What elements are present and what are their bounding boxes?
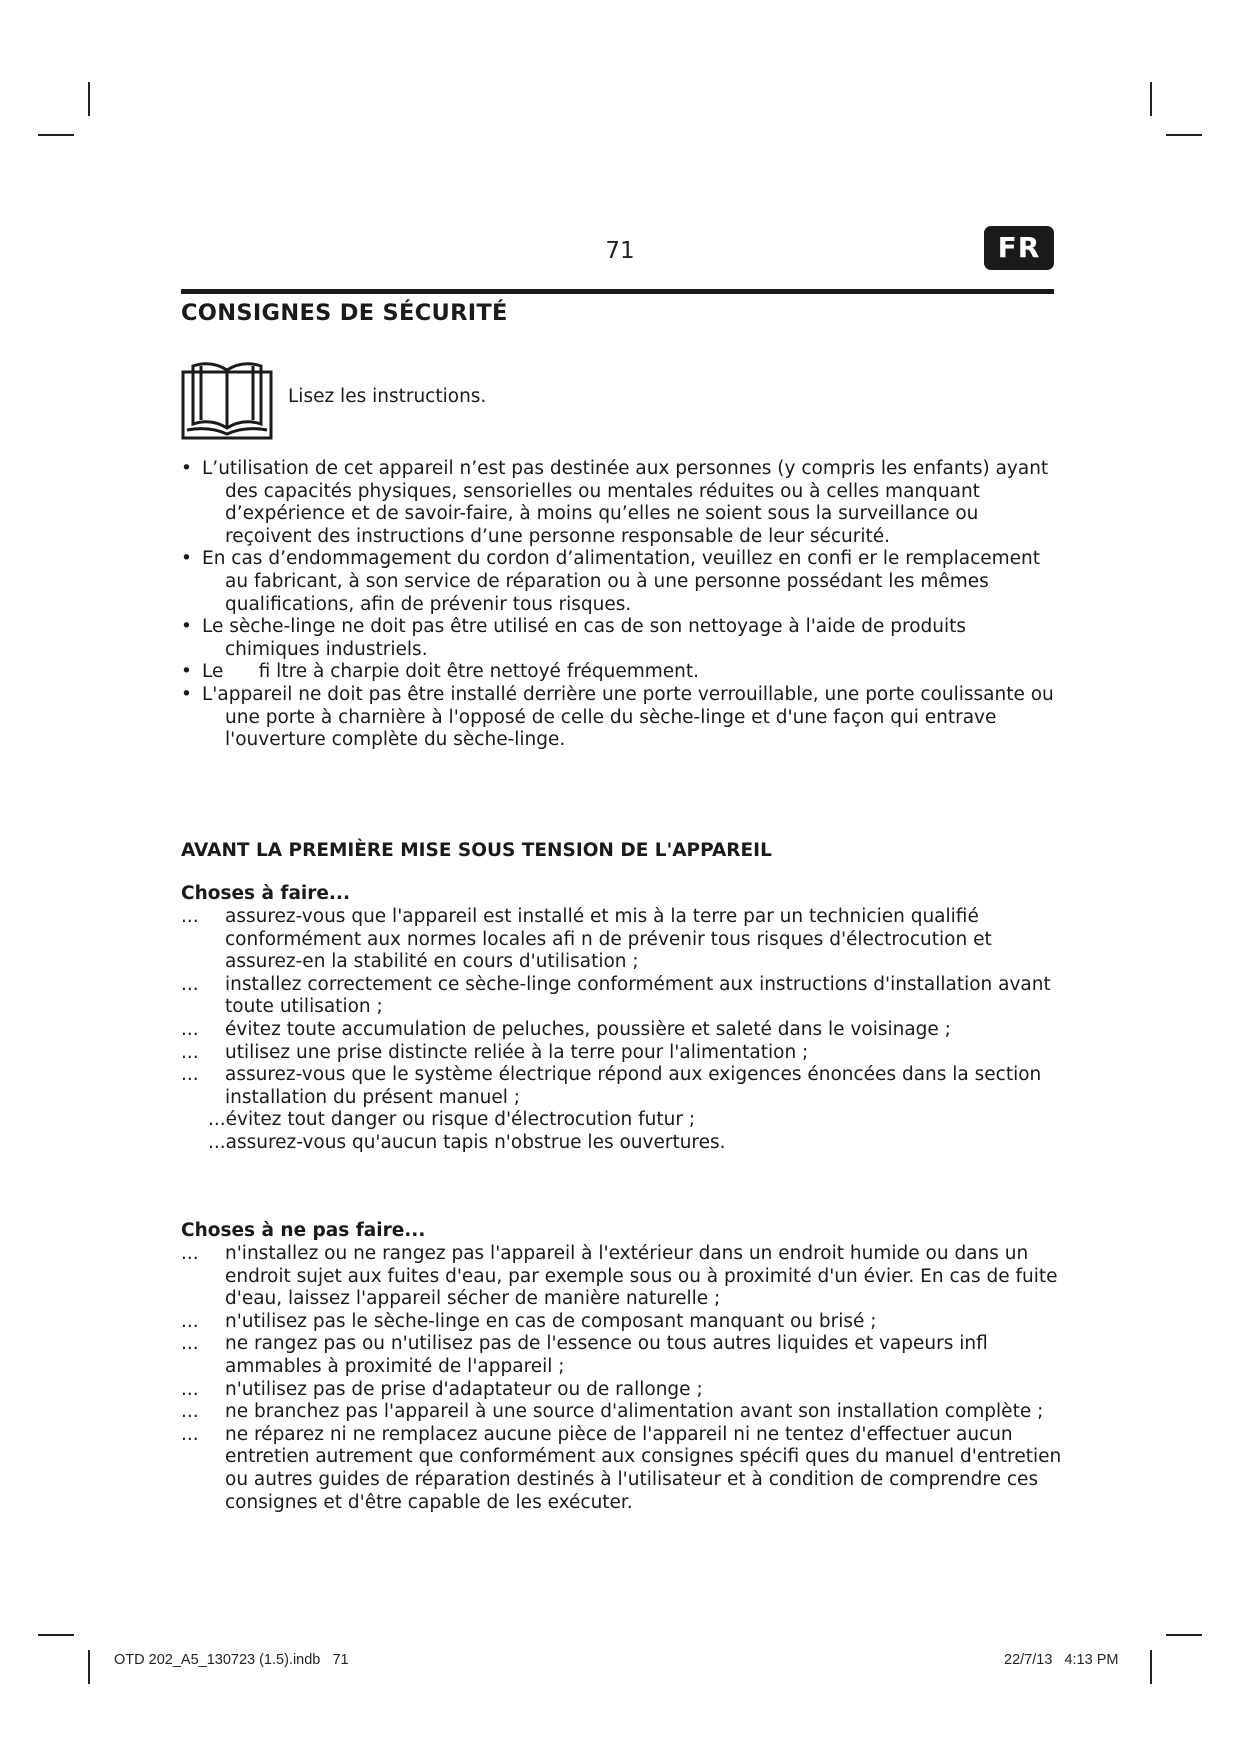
list-item: • Le sèche-linge ne doit pas être utilisé en cas de son nettoyage à l'aide de produits chimiques industriels.: [181, 616, 1061, 661]
list-item: [181, 974, 1071, 1019]
dots-marker: ...: [181, 1423, 199, 1445]
list-item-text: n'utilisez pas de prise d'adaptateur ou de rallonge ;: [225, 1378, 703, 1400]
list-item: • L’utilisation de cet appareil n’est pas destinée aux personnes (y compris les enfants) ayant des capacités physiques, sensorielles ou mentales réduites ou à celles manquant d’expérience et de savoir-faire, à moins qu’elles ne soient sous la surveillance ou reçoivent des instructions d’une personne responsable de leur sécurité.: [181, 458, 1061, 548]
safety-bullet-list: [181, 458, 1061, 752]
crop-mark: [38, 1634, 74, 1636]
footer-timestamp: 22/7/13 4:13 PM: [1004, 1652, 1119, 1668]
list-item-text: ne branchez pas l'appareil à une source d'alimentation avant son installation complète ;: [225, 1401, 1044, 1423]
page-number: 71: [605, 238, 635, 264]
dots-marker: ...: [181, 1401, 199, 1423]
language-badge: FR: [984, 226, 1054, 270]
list-item-text: ne rangez pas ou n'utilisez pas de l'essence ou tous autres liquides et vapeurs infl ammables à proximité de l'appareil ;: [225, 1333, 988, 1377]
list-item: [181, 1064, 1071, 1109]
dots-marker: ...: [181, 1333, 199, 1355]
list-item: [181, 906, 1071, 974]
read-instructions-text: Lisez les instructions.: [288, 386, 487, 407]
dots-marker: ...: [181, 906, 199, 927]
dots-marker: ...: [181, 973, 199, 995]
dos-list: [181, 906, 1071, 1155]
list-item: [181, 1379, 1071, 1402]
list-item: ...évitez tout danger ou risque d'électrocution futur ;: [208, 1109, 696, 1131]
list-item: [181, 1042, 1071, 1065]
list-item-text: assurez-vous que le système électrique répond aux exigences énoncées dans la section installation du présent manuel ;: [225, 1064, 1042, 1108]
section-title: CONSIGNES DE SÉCURITÉ: [181, 300, 508, 326]
crop-mark: [38, 134, 74, 136]
section-subtitle: AVANT LA PREMIÈRE MISE SOUS TENSION DE L'APPAREIL: [181, 840, 772, 861]
list-item: [181, 1243, 1071, 1311]
donts-list: [181, 1243, 1071, 1514]
donts-title: Choses à ne pas faire...: [181, 1220, 426, 1241]
crop-mark: [1150, 1650, 1152, 1684]
list-item: • L'appareil ne doit pas être installé derrière une porte verrouillable, une porte coulissante ou une porte à charnière à l'opposé de celle du sèche-linge et d'une façon qui entrave l'ouverture complète du sèche-linge.: [181, 684, 1061, 752]
list-item: [181, 1019, 1071, 1042]
list-item: • En cas d’endommagement du cordon d’alimentation, veuillez en confi er le remplacement au fabricant, à son service de réparation ou à une personne possédant les mêmes qualifications, afin de prévenir tous risques.: [181, 548, 1061, 616]
list-item-text: ne réparez ni ne remplacez aucune pièce de l'appareil ni ne tentez d'effectuer aucun entretien autrement que conformément aux consignes spécifi ques du manuel d'entretien ou autres guides de réparation destinés à l'utilisateur et à condition de comprendre ces consignes et d'être capable de les exécuter.: [225, 1423, 1062, 1513]
dots-marker: ...: [181, 1041, 199, 1063]
crop-mark: [1150, 82, 1152, 116]
crop-mark: [1166, 1634, 1202, 1636]
list-item: [181, 1401, 1071, 1424]
list-item: [181, 1311, 1071, 1334]
dos-title: Choses à faire...: [181, 883, 351, 904]
book-icon: [181, 360, 273, 440]
list-item-text: évitez toute accumulation de peluches, poussière et saleté dans le voisinage ;: [225, 1018, 951, 1040]
dots-marker: ...: [181, 1310, 199, 1332]
list-item-text: n'installez ou ne rangez pas l'appareil à l'extérieur dans un endroit humide ou dans un endroit sujet aux fuites d'eau, par exemple sous ou à proximité d'un évier. En cas de fuite d'eau, laissez l'appareil sécher de manière naturelle ;: [225, 1243, 1058, 1310]
crop-mark: [88, 82, 90, 116]
list-item-text: n'utilisez pas le sèche-linge en cas de composant manquant ou brisé ;: [225, 1310, 877, 1332]
dots-marker: ...: [181, 1243, 199, 1264]
list-item-text: assurez-vous que l'appareil est installé et mis à la terre par un technicien qualifié conformément aux normes locales afi n de prévenir tous risques d'électrocution et assurez-en la stabilité en cours d'utilisation ;: [225, 906, 992, 973]
footer-file-info: OTD 202_A5_130723 (1.5).indb 71: [114, 1652, 349, 1668]
list-item-text: utilisez une prise distincte reliée à la terre pour l'alimentation ;: [225, 1041, 809, 1063]
dots-marker: ...: [181, 1018, 199, 1040]
list-item: • Le fi ltre à charpie doit être nettoyé fréquemment.: [181, 661, 1061, 684]
list-item: [181, 1424, 1071, 1514]
crop-mark: [1166, 134, 1202, 136]
dots-marker: ...: [181, 1378, 199, 1400]
crop-mark: [88, 1650, 90, 1684]
list-item: [181, 1333, 1071, 1378]
list-item-text: installez correctement ce sèche-linge conformément aux instructions d'installation avant toute utilisation ;: [225, 973, 1051, 1018]
list-item: ...assurez-vous qu'aucun tapis n'obstrue les ouvertures.: [208, 1131, 726, 1153]
header-rule: [181, 289, 1054, 294]
dots-marker: ...: [181, 1064, 199, 1086]
